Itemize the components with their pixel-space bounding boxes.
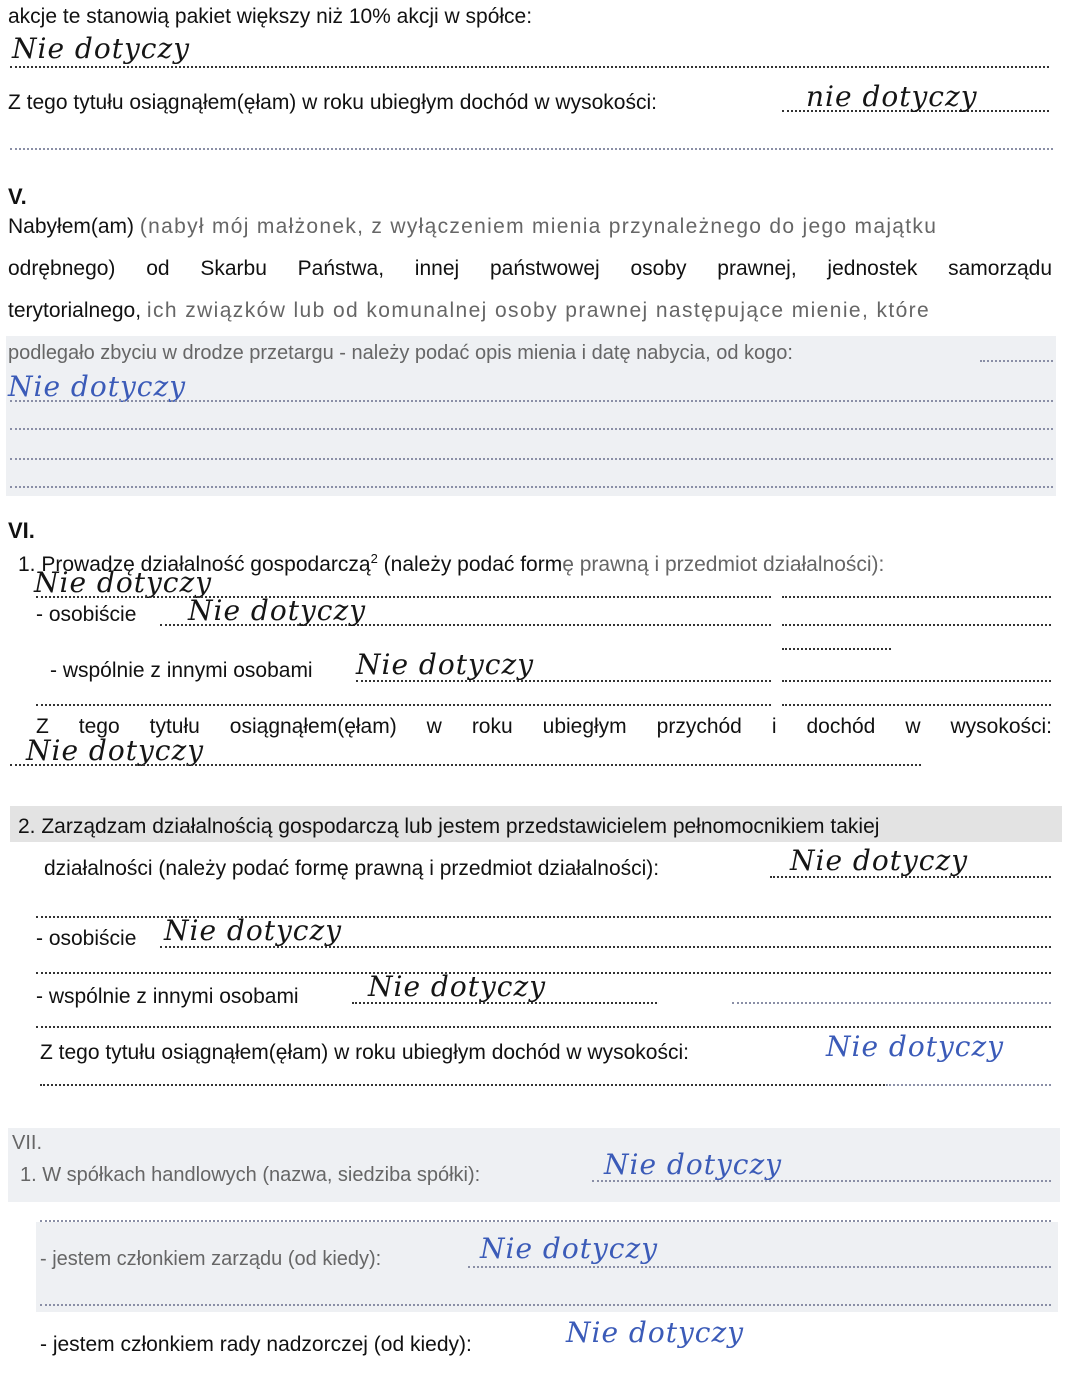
text-bold: terytorialnego, [8, 299, 142, 322]
answer-line [356, 680, 771, 682]
item-text: (należy podać form [383, 553, 563, 576]
handwritten-answer: Nie dotyczy [826, 1030, 1005, 1063]
answer-line [160, 946, 1051, 948]
item-2-line [18, 814, 879, 840]
answer-line [782, 680, 1051, 682]
handwritten-answer: Nie dotyczy [12, 32, 191, 65]
answer-line [468, 1266, 1051, 1268]
item-text-grey: ę prawną i przedmiot działalności): [562, 553, 885, 576]
handwritten-answer: Nie dotyczy [566, 1316, 745, 1349]
personally-label: - osobiście [36, 927, 137, 950]
answer-line [782, 704, 1051, 706]
item-text: Zarządzam działalnością gospodarczą lub jestem przedstawicielem pełnomocnikiem takiej [41, 815, 880, 838]
handwritten-answer: Nie dotyczy [34, 566, 213, 599]
answer-line [40, 1084, 885, 1086]
answer-line [782, 596, 1051, 598]
answer-line [980, 360, 1053, 362]
handwritten-answer: Nie dotyczy [164, 914, 343, 947]
jointly-label: - wspólnie z innymi osobami [36, 985, 299, 1008]
handwritten-answer: Nie dotyczy [188, 594, 367, 627]
item-text: Prowadzę działalność gospodarczą [41, 553, 371, 576]
answer-line [10, 66, 1049, 68]
handwritten-answer: Nie dotyczy [368, 970, 547, 1003]
section-text-line: odrębnego) od Skarbu Państwa, innej państwowej osoby prawnej, jednostek samorządu [8, 257, 1052, 280]
answer-line [36, 704, 771, 706]
text-grey: ich związków lub od komunalnej osoby prawnej następujące mienie, które [146, 299, 931, 322]
handwritten-answer: Nie dotyczy [790, 844, 969, 877]
answer-line [10, 400, 1053, 402]
personally-label: - osobiście [36, 603, 137, 626]
answer-line [36, 1026, 1051, 1028]
section-heading: V. [8, 184, 27, 209]
item-number: 2. [18, 815, 36, 838]
answer-line [782, 648, 891, 650]
answer-line [10, 458, 1053, 460]
answer-line [886, 1084, 1051, 1086]
income-line: Z tego tytułu osiągnąłem(ęłam) w roku ubiegłym dochód w wysokości: [8, 91, 657, 114]
answer-line [40, 1304, 1051, 1306]
companies-line: 1. W spółkach handlowych (nazwa, siedziba spółki): [20, 1164, 481, 1186]
answer-line [10, 428, 1053, 430]
text-bold: Nabyłem(am) [8, 215, 135, 238]
income-line: Z tego tytułu osiągnąłem(ęłam) w roku ubiegłym przychód i dochód w wysokości: [36, 715, 1052, 738]
section-text-line [8, 214, 937, 240]
answer-line [592, 1180, 1051, 1182]
shares-line: akcje te stanowią pakiet większy niż 10% akcji w spółce: [8, 5, 533, 28]
section-heading: VI. [8, 518, 35, 543]
answer-line [10, 148, 1053, 150]
item-2-line: działalności (należy podać formę prawną i przedmiot działalności): [44, 857, 660, 880]
supervisory-label: - jestem członkiem rady nadzorczej (od kiedy): [40, 1333, 472, 1356]
item-number: 1. [18, 553, 36, 576]
text-grey: (nabył mój małżonek, z wyłączeniem mienia przynależnego do jego majątku [139, 215, 938, 238]
answer-line [782, 624, 1051, 626]
answer-line [732, 1002, 1051, 1004]
handwritten-answer: nie dotyczy [806, 80, 978, 113]
handwritten-answer: Nie dotyczy [604, 1148, 783, 1181]
answer-line [40, 1220, 1051, 1222]
answer-line [10, 764, 921, 766]
handwritten-answer: Nie dotyczy [356, 648, 535, 681]
section-heading: VII. [12, 1132, 43, 1154]
section-text-line [8, 298, 930, 324]
handwritten-answer: Nie dotyczy [26, 734, 205, 767]
section-text-line: podlegało zbyciu w drodze przetargu - należy podać opis mienia i datę nabycia, od kogo: [8, 342, 793, 364]
answer-line [10, 486, 1053, 488]
handwritten-answer: Nie dotyczy [480, 1232, 659, 1265]
jointly-label: - wspólnie z innymi osobami [50, 659, 313, 682]
answer-line [352, 1002, 657, 1004]
handwritten-answer: Nie dotyczy [8, 370, 187, 403]
answer-line [36, 596, 771, 598]
income-line: Z tego tytułu osiągnąłem(ęłam) w roku ubiegłym dochód w wysokości: [40, 1041, 689, 1064]
footnote-ref: 2 [370, 551, 378, 566]
board-label: - jestem członkiem zarządu (od kiedy): [40, 1248, 382, 1270]
